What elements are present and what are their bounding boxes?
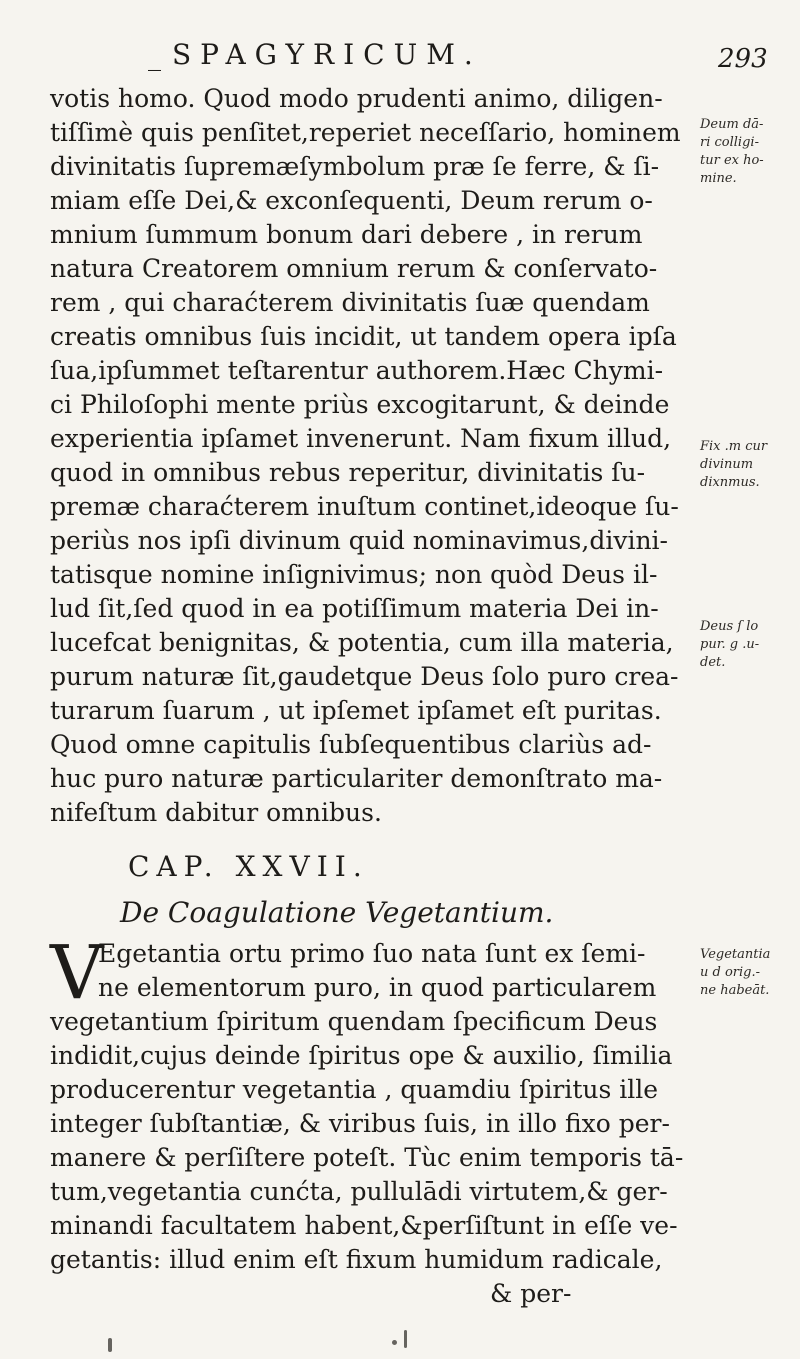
text-line: getantis: illud enim eſt fixum humidum radicale, [50,1245,663,1274]
chapter-heading: CAP. XXVII. [128,850,369,883]
catchword: & per- [490,1279,572,1308]
text-line: ci Philoſophi mente priùs excogitarunt, & deinde [50,390,670,419]
text-line: premæ charaćterem inuſtum continet,ideoque ſu- [50,492,679,521]
text-line: tatisque nomine inſignivimus; non quòd Deus il- [50,560,658,589]
text-line: mnium ſummum bonum dari debere , in rerum [50,220,643,249]
chapter-title: De Coagulatione Vegetantium. [120,896,554,929]
margin-note-line: ne habeāt. [700,983,770,998]
margin-note-line: Deus ſ lo [700,619,759,634]
page-number: 293 [718,44,768,74]
ink-mark [392,1340,397,1345]
margin-note-line: ri colligi- [700,135,759,150]
margin-note [700,618,796,672]
margin-note-line: divinum [700,457,754,472]
text-line: indidit,cujus deinde ſpiritus ope & auxilio, ſimilia [50,1041,673,1070]
margin-note-line: det. [700,655,726,670]
text-line: natura Creatorem omnium rerum & conſervato- [50,254,658,283]
text-line: ne elementorum puro, in quod particularem [98,973,657,1002]
text-line: vegetantium ſpiritum quendam ſpecificum Deus [50,1007,658,1036]
text-line: divinitatis ſupremæſymbolum præ ſe ferre, & ſi- [50,152,660,181]
text-line: rem , qui charaćterem divinitatis ſuæ quendam [50,288,650,317]
text-line: Egetantia ortu primo ſuo nata ſunt ex ſemi- [98,939,646,968]
drop-cap: V [50,930,104,1016]
text-line: Quod omne capitulis ſubſequentibus clariùs ad- [50,730,652,759]
text-line: manere & perſiſtere poteſt. Tùc enim temporis tā- [50,1143,684,1172]
margin-note-line: dixnmus. [700,475,760,490]
text-line: purum naturæ ſit,gaudetque Deus ſolo puro crea- [50,662,679,691]
margin-note [700,438,796,492]
margin-note [700,116,796,188]
text-line: nifeſtum dabitur omnibus. [50,798,382,827]
ink-mark [108,1338,112,1352]
page-header [0,38,800,78]
running-head: SPAGYRICUM. [172,38,482,71]
header-dash: _ [148,42,161,72]
text-line: quod in omnibus rebus reperitur, divinitatis ſu- [50,458,646,487]
text-line: ſua,ipſummet teſtarentur authorem.Hæc Chymi- [50,356,664,385]
margin-note-line: tur ex ho- [700,153,764,168]
ink-mark [404,1330,407,1348]
text-line: huc puro naturæ particulariter demonſtrato ma- [50,764,663,793]
text-line: turarum ſuarum , ut ipſemet ipſamet eſt puritas. [50,696,662,725]
text-line: votis homo. Quod modo prudenti animo, diligen- [50,84,663,113]
text-line: lud ſit,ſed quod in ea potiſſimum materia Dei in- [50,594,659,623]
margin-note-line: Deum dā- [700,117,764,132]
text-line: creatis omnibus ſuis incidit, ut tandem opera ipſa [50,322,677,351]
text-line: tiſſimè quis penſitet,reperiet neceſſario, hominem [50,118,681,147]
text-line: integer ſubſtantiæ, & viribus ſuis, in illo fixo per- [50,1109,670,1138]
text-line: minandi facultatem habent,&perſiſtunt in eſſe ve- [50,1211,678,1240]
margin-note-line: Vegetantia [700,947,771,962]
margin-note-line: pur. g .u- [700,637,760,652]
text-line: lucefcat benignitas, & potentia, cum illa materia, [50,628,674,657]
text-line: experientia ipſamet invenerunt. Nam fixum illud, [50,424,672,453]
text-line: periùs nos ipſi divinum quid nominavimus,divini- [50,526,668,555]
margin-note-line: Fix .m cur [700,439,768,454]
margin-note-line: u d orig.- [700,965,761,980]
text-line: producerentur vegetantia , quamdiu ſpiritus ille [50,1075,659,1104]
text-line: miam eſſe Dei,& exconſequenti, Deum rerum o- [50,186,653,215]
margin-note [700,946,796,1000]
margin-note-line: mine. [700,171,737,186]
text-line: tum,vegetantia cunćta, pullulādi virtutem,& ger- [50,1177,668,1206]
